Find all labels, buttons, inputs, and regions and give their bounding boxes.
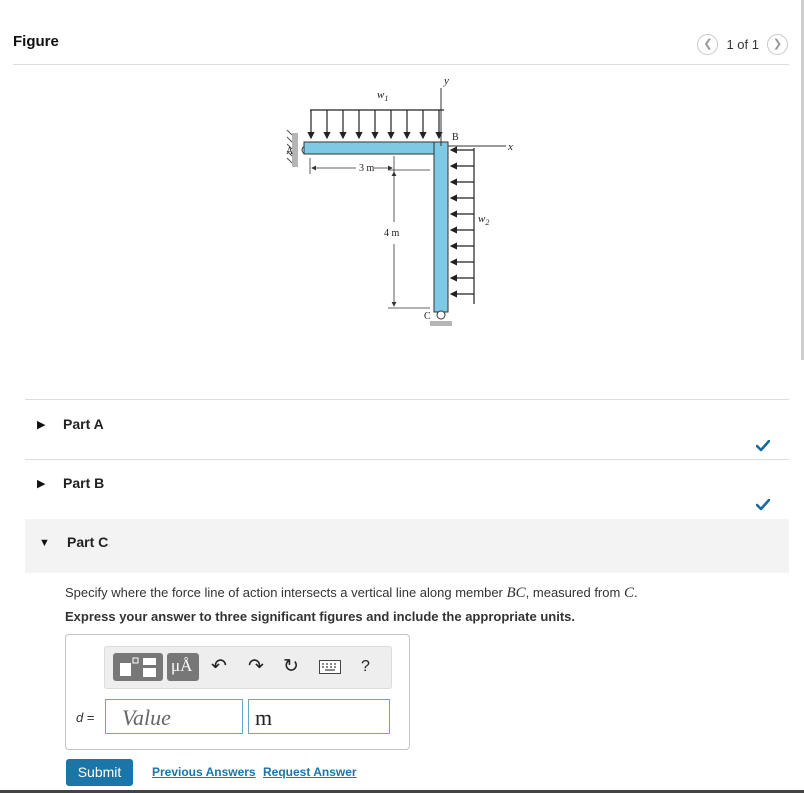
- checkmark-icon: [756, 499, 770, 511]
- dimension-3m-label: 3 m: [359, 163, 375, 174]
- request-answer-link[interactable]: Request Answer: [263, 765, 357, 779]
- checkmark-icon: [756, 440, 770, 452]
- roller-support-c: [430, 311, 452, 326]
- part-b-row[interactable]: [25, 459, 789, 515]
- label-point-b: B: [452, 132, 459, 143]
- collapsed-triangle-icon: ▶: [37, 478, 46, 490]
- beam-diagram: [270, 72, 550, 342]
- question-member: BC: [506, 585, 526, 601]
- undo-icon[interactable]: ↶: [211, 656, 227, 677]
- part-c-label: Part C: [67, 534, 109, 550]
- equals-sign: =: [86, 710, 95, 725]
- dimension-3m: [310, 156, 394, 174]
- chevron-left-icon: ❮: [703, 38, 713, 50]
- figure-count: 1 of 1: [726, 37, 759, 52]
- distributed-load-w1: [310, 110, 444, 138]
- expanded-triangle-icon: ▼: [39, 537, 50, 549]
- coordinate-axes: [441, 88, 506, 146]
- label-y-axis: y: [444, 75, 449, 87]
- l-shaped-beam: [304, 142, 448, 312]
- question-end: .: [633, 585, 638, 600]
- dimension-4m: [388, 170, 430, 308]
- question-point: C: [623, 585, 634, 601]
- next-figure-button[interactable]: [767, 34, 788, 55]
- reset-icon[interactable]: ↻: [283, 656, 299, 677]
- variable-name: d: [76, 710, 84, 725]
- dimension-4m-label: 4 m: [384, 228, 400, 239]
- templates-icon[interactable]: [113, 653, 163, 681]
- keyboard-icon[interactable]: [319, 657, 341, 681]
- label-point-c: C: [424, 311, 431, 322]
- part-b-label: Part B: [63, 475, 105, 491]
- answer-instructions: Express your answer to three significant figures and include the appropriate units.: [65, 609, 575, 624]
- chevron-right-icon: ❯: [772, 38, 783, 50]
- variable-label: [76, 710, 94, 725]
- label-point-a: A: [286, 146, 294, 157]
- label-w2: $w_2$: [478, 213, 490, 227]
- previous-answers-link[interactable]: Previous Answers: [152, 765, 256, 779]
- label-w1: $w_1$: [377, 89, 389, 103]
- question-mid: , measured from: [525, 585, 624, 600]
- question-prefix: Specify where the force line of action intersects a vertical line along member: [65, 585, 507, 600]
- redo-icon[interactable]: ↷: [248, 656, 264, 677]
- units-glyph: μÅ: [171, 656, 193, 675]
- part-a-label: Part A: [63, 416, 104, 432]
- previous-figure-button[interactable]: [697, 34, 718, 55]
- part-c-header[interactable]: [25, 519, 789, 573]
- label-x-axis: x: [508, 141, 513, 153]
- figure-pager: [697, 34, 788, 55]
- value-input[interactable]: Value: [105, 699, 243, 734]
- units-icon[interactable]: [167, 653, 199, 681]
- math-toolbar: [104, 646, 392, 689]
- collapsed-triangle-icon: ▶: [37, 419, 46, 431]
- divider: [13, 64, 789, 65]
- part-a-row[interactable]: [25, 400, 789, 456]
- figure-title: Figure: [13, 33, 59, 50]
- distributed-load-w2: [451, 148, 474, 304]
- help-icon[interactable]: ?: [361, 658, 370, 675]
- unit-input[interactable]: m: [248, 699, 390, 734]
- submit-button[interactable]: Submit: [66, 759, 133, 786]
- question-text: [65, 585, 638, 602]
